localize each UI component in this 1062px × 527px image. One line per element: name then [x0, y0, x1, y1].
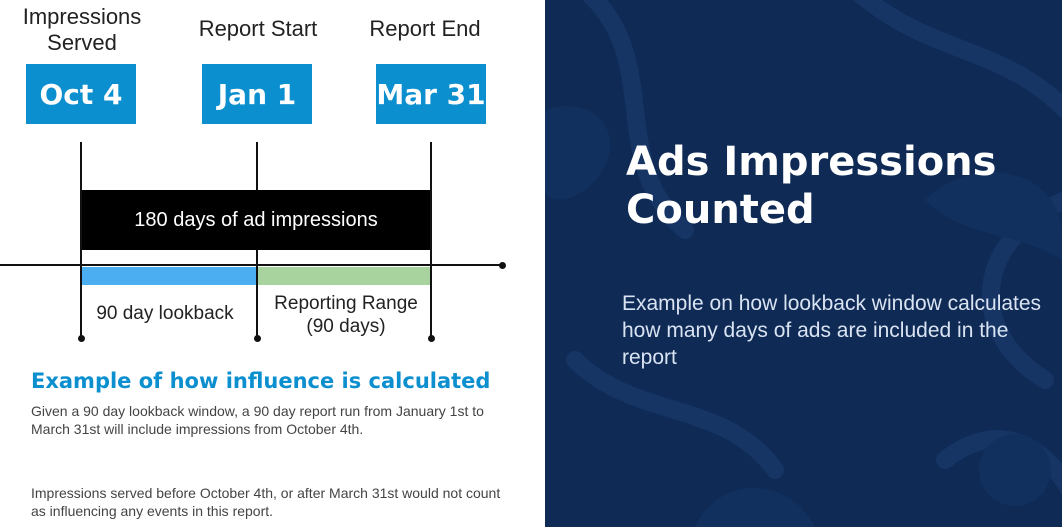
header-report-end: Report End [369, 16, 481, 41]
marker-dot-oct4 [78, 335, 85, 342]
marker-line-mar31 [430, 142, 432, 338]
reporting-range-label: Reporting Range (90 days) [274, 293, 418, 337]
impressions-bar-label: 180 days of ad impressions [134, 208, 378, 231]
header-impressions-served: Impressions Served [22, 4, 142, 55]
timeline-axis [0, 264, 502, 266]
title-panel [545, 0, 1062, 527]
header-report-start: Report Start [198, 16, 318, 41]
reporting-range-bar [258, 267, 430, 285]
panel-subtitle: Example on how lookback window calculates how many days of ads are included in the report [622, 292, 1042, 369]
example-title: Example of how influence is calculated [31, 369, 491, 393]
decorative-swirl-pattern [545, 0, 1062, 527]
lookback-label: 90 day lookback [96, 303, 234, 324]
marker-dot-jan1 [254, 335, 261, 342]
date-box-jan1: Jan 1 [202, 64, 312, 124]
impressions-bar [82, 190, 430, 250]
date-box-mar31: Mar 31 [376, 64, 486, 124]
example-paragraph-1: Given a 90 day lookback window, a 90 day report run from January 1st to March 31st will include impressions from October 4th. [31, 403, 484, 437]
panel-title: Ads Impressions Counted [626, 139, 997, 233]
marker-dot-mar31 [428, 335, 435, 342]
date-box-oct4: Oct 4 [26, 64, 136, 124]
axis-end-dot [499, 262, 506, 269]
lookback-bar [82, 267, 256, 285]
example-paragraph-2: Impressions served before October 4th, or after March 31st would not count as influencing any events in this report. [31, 485, 501, 519]
